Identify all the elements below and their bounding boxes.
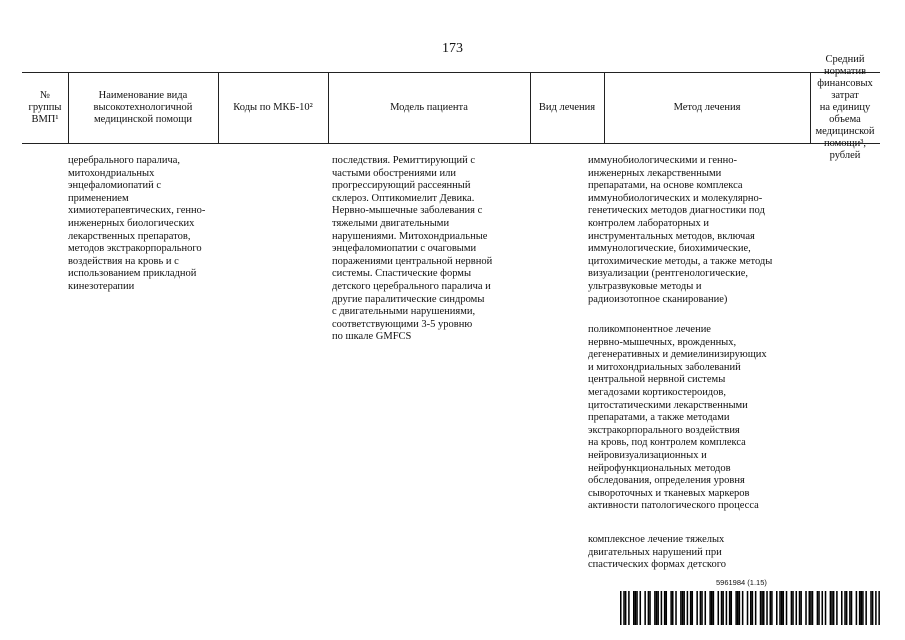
patient-model-cell-text: последствия. Ремиттирующий с частыми обострениями или прогрессирующий рассеянный склероз. Оптикомиелит Девика. Нервно-мышечные заболевания с тяжелыми двигательными нарушениями. Митохондриальные энцефаломиопатии с очаговыми поражениями центральной нервной системы. Спастические формы детского церебрального паралича и другие паралитические синдромы с двигательными нарушениями, соответствующими 3-5 уровню по шкале GMFCS <box>332 155 493 343</box>
barcode-bar <box>666 591 668 625</box>
barcode-bar <box>849 591 851 625</box>
barcode-bar <box>683 591 685 625</box>
barcode-bar <box>670 591 672 625</box>
barcode-bar <box>636 591 638 625</box>
barcode-bar <box>726 591 728 625</box>
barcode-bar <box>861 591 863 625</box>
barcode-bar <box>865 591 867 625</box>
barcode-bar <box>875 591 877 625</box>
barcode-bar <box>739 591 741 625</box>
header-icd: Коды по МКБ-10² <box>233 102 313 113</box>
barcode-bar <box>737 591 739 625</box>
barcode-bar <box>799 591 801 625</box>
barcode-bar <box>721 591 723 625</box>
barcode-bar <box>696 591 698 625</box>
barcode-bar <box>711 591 713 625</box>
barcode-bar <box>870 591 872 625</box>
barcode-bar <box>761 591 763 625</box>
barcode-bar <box>812 591 814 625</box>
barcode-bar <box>844 591 846 625</box>
barcode-bar <box>752 591 754 625</box>
barcode-bar <box>709 591 711 625</box>
barcode-bar <box>705 591 707 625</box>
barcode-bar <box>701 591 703 625</box>
barcode-bar <box>623 591 625 625</box>
barcode-bar <box>680 591 682 625</box>
barcode-bar <box>654 591 656 625</box>
barcode-bar <box>675 591 677 625</box>
page-number: 173 <box>442 41 463 56</box>
barcode-bar <box>878 591 880 625</box>
barcode-bar <box>664 591 666 625</box>
barcode-bar <box>822 591 824 625</box>
barcode-bar <box>779 591 781 625</box>
barcode-bar <box>809 591 811 625</box>
barcode-bar <box>760 591 762 625</box>
barcode-bar <box>742 591 744 625</box>
barcode-bar <box>625 591 627 625</box>
barcode-bar <box>763 591 765 625</box>
barcode-bar <box>841 591 843 625</box>
barcode-bar <box>796 591 798 625</box>
barcode-bar <box>856 591 858 625</box>
barcode-bar <box>713 591 715 625</box>
barcode-bar <box>672 591 674 625</box>
barcode-bar <box>628 591 630 625</box>
barcode-bar <box>833 591 835 625</box>
barcode-bar <box>620 591 622 625</box>
barcode-bar <box>640 591 642 625</box>
barcode-bar <box>825 591 827 625</box>
barcode-bar <box>687 591 689 625</box>
barcode-bar <box>657 591 659 625</box>
barcode-bar <box>783 591 785 625</box>
barcode-bar <box>830 591 832 625</box>
barcode-bar <box>692 591 694 625</box>
barcode-bar <box>831 591 833 625</box>
header-name: Наименование вида высокотехнологичной медицинской помощи <box>93 90 193 125</box>
barcode-bar <box>661 591 663 625</box>
barcode-bar <box>731 591 733 625</box>
barcode-bar <box>770 591 772 625</box>
barcode-bar <box>800 591 802 625</box>
barcode-bar <box>682 591 684 625</box>
barcode-bar <box>700 591 702 625</box>
barcode-bar <box>872 591 874 625</box>
table-header <box>22 54 880 161</box>
barcode-bar <box>718 591 720 625</box>
barcode-bar <box>859 591 861 625</box>
barcode-bar <box>781 591 783 625</box>
barcode-bar <box>786 591 788 625</box>
barcode-bar <box>747 591 749 625</box>
barcode-bar <box>836 591 838 625</box>
barcode-bar <box>805 591 807 625</box>
barcode-bar <box>690 591 692 625</box>
barcode-bar <box>755 591 757 625</box>
method-cell-text-2: поликомпонентное лечение нервно-мышечных, врожденных, дегенеративных и демиелинизирующих и митохондриальных заболеваний центральной нервной системы мегадозами кортикостероидов, цитостатическими лекарственными препаратами, а также методами экстракорпорального воздействия на кровь, под контролем комплекса нейровизуализационных и нейрофункциональных методов обследования, определения уровня сывороточных и тканевых маркеров активности патологического процесса <box>588 324 767 512</box>
header-group: № группы ВМП¹ <box>28 90 62 125</box>
header-treatment-type: Вид лечения <box>538 102 596 113</box>
barcode-bar <box>862 591 864 625</box>
barcode-bar <box>735 591 737 625</box>
barcode-bar <box>635 591 637 625</box>
barcode-bar <box>846 591 848 625</box>
barcode-bar <box>766 591 768 625</box>
barcode-bar <box>750 591 752 625</box>
barcode-bar <box>722 591 724 625</box>
header-cost: Средний норматив финансовых затрат на единицу объема медицинской помощи³, рублей <box>815 54 875 161</box>
barcode-bar <box>729 591 731 625</box>
barcode-bar <box>818 591 820 625</box>
barcode-bar <box>656 591 658 625</box>
barcode-bar <box>817 591 819 625</box>
barcode-bar <box>633 591 635 625</box>
header-treatment-method: Метод лечения <box>673 102 741 113</box>
barcode-bar <box>851 591 853 625</box>
barcode-bar <box>648 591 650 625</box>
barcode <box>620 591 880 625</box>
name-cell-text: церебрального паралича, митохондриальных энцефаломиопатий с применением химиотерапевтических, генно- инженерных биологических лекарственных препаратов, методов экстракорпорального воздействия на кровь и с использованием прикладной кинезотерапии <box>68 155 206 292</box>
header-patient-model: Модель пациента <box>390 102 468 113</box>
barcode-bar <box>649 591 651 625</box>
barcode-bar <box>810 591 812 625</box>
method-cell-text-1: иммунобиологическими и генно- инженерных лекарственными препаратами, на основе комплекса иммунобиологических и молекулярно- генетических методов диагностики под контролем лабораторных и инструментальных методов, включая иммунологические, биохимические, цитохимические методы, а также методы визуализации (рентгенологические, ультразвуковые методы и радиоизотопное сканирование) <box>588 155 773 305</box>
barcode-bar <box>771 591 773 625</box>
barcode-bar <box>791 591 793 625</box>
barcode-number: 5961984 (1.15) <box>716 578 767 587</box>
barcode-bar <box>792 591 794 625</box>
barcode-bar <box>776 591 778 625</box>
method-cell-text-3: комплексное лечение тяжелых двигательных нарушений при спастических формах детского <box>588 534 727 571</box>
barcode-bar <box>644 591 646 625</box>
